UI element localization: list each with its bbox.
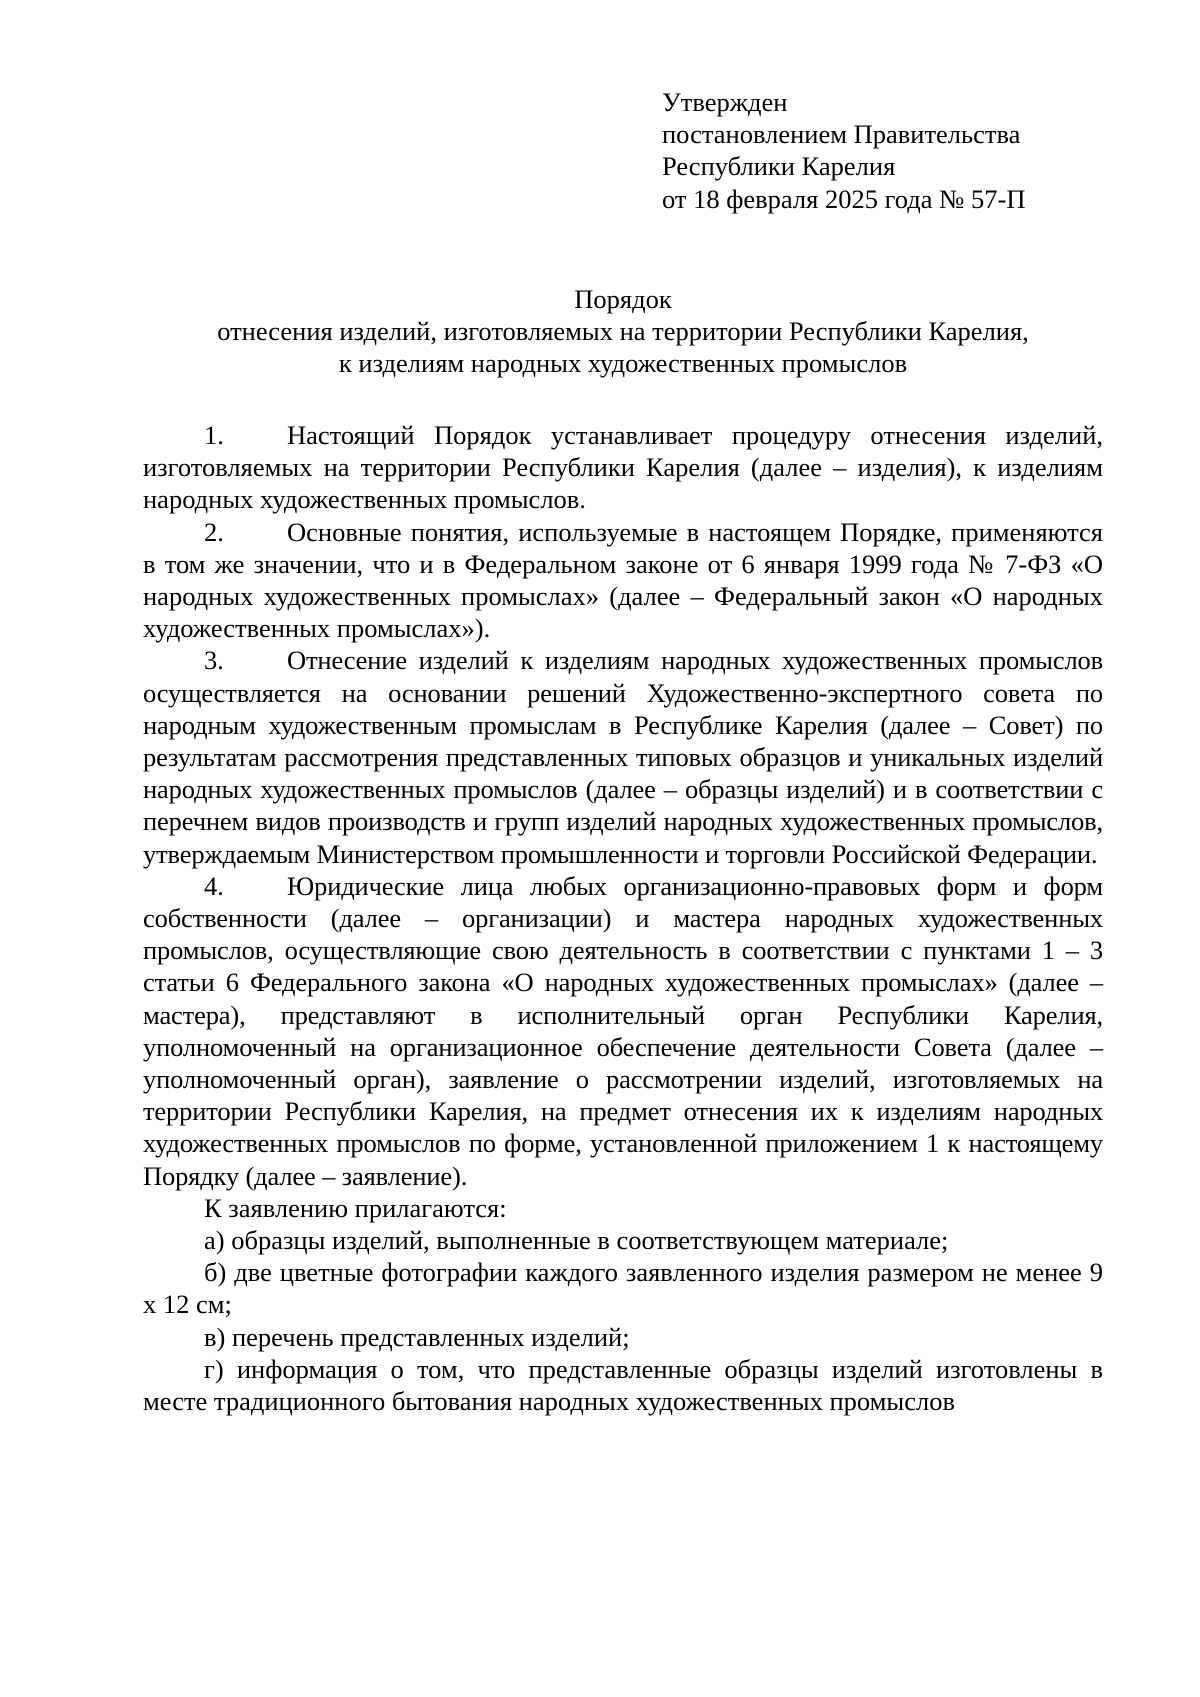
document-body <box>143 419 1103 1417</box>
clause-text: Основные понятия, используемые в настоящем Порядке, применяются в том же значении, что и в Федеральном законе от 6 января 1999 года № 7-ФЗ «О народных художественных промыслах» (далее – Федеральный закон «О народных художественных промыслах»). <box>143 516 1103 644</box>
attachment-item: в) перечень представленных изделий; <box>204 1321 630 1352</box>
clause-paragraph <box>143 644 1103 869</box>
approval-date-line: от 18 февраля 2025 года № 57-П <box>662 183 1026 214</box>
clause-text: Настоящий Порядок устанавливает процедуру отнесения изделий, изготовляемых на территории Республики Карелия (далее – изделия), к изделиям народных художественных промыслов. <box>143 420 1103 515</box>
clause-text: Отнесение изделий к изделиям народных художественных промыслов осуществляется на основании решений Художественно-экспертного совета по народным художественным промыслам в Республике Карелия (далее – Совет) по результатам рассмотрения представленных типовых образцов и уникальных изделий народных художественных промыслов (далее – образцы изделий) и в соответствии с перечнем видов производств и групп изделий народных художественных промыслов, утверждаемым Министерством промышленности и торговли Российской Федерации. <box>143 645 1103 869</box>
clause-number: 1. <box>204 420 224 450</box>
attachments-intro: К заявлению прилагаются: <box>204 1192 507 1223</box>
approval-line: Утвержден <box>662 87 788 117</box>
clause-paragraph <box>143 870 1103 1192</box>
clause-text: Юридические лица любых организационно-правовых форм и форм собственности (далее – организации) и мастера народных художественных промыслов, осуществляющие свою деятельность в соответствии с пунктами 1 – 3 статьи 6 Федерального закона «О народных художественных промыслах» (далее – мастера), представляют в исполнительный орган Республики Карелия, уполномоченный на организационное обеспечение деятельности Совета (далее – уполномоченный орган), заявление о рассмотрении изделий, изготовляемых на территории Республики Карелия, на предмет отнесения их к изделиям народных художественных промыслов по форме, установленной приложением 1 к настоящему Порядку (далее – заявление). <box>143 870 1103 1191</box>
title-line: отнесения изделий, изготовляемых на территории Республики Карелия, <box>217 316 1029 347</box>
attachment-item: г) информация о том, что представленные образцы изделий изготовлены в месте традиционного бытования народных художественных промыслов <box>143 1353 1103 1417</box>
clause-number: 4. <box>204 870 224 901</box>
title-line: Порядок <box>574 284 672 314</box>
attachment-item: а) образцы изделий, выполненные в соответствующем материале; <box>204 1225 949 1256</box>
title-line: к изделиям народных художественных промыслов <box>338 348 908 379</box>
approval-line: постановлением Правительства <box>662 119 1021 150</box>
approval-line: Республики Карелия <box>662 151 896 182</box>
clause-number: 3. <box>204 645 224 676</box>
document-title <box>143 283 1103 380</box>
attachment-item: б) две цветные фотографии каждого заявленного изделия размером не менее 9 х 12 см; <box>143 1257 1103 1320</box>
clause-number: 2. <box>204 516 224 547</box>
clause-paragraph <box>143 516 1103 645</box>
clause-paragraph <box>143 419 1103 516</box>
approval-stamp <box>662 86 1102 215</box>
